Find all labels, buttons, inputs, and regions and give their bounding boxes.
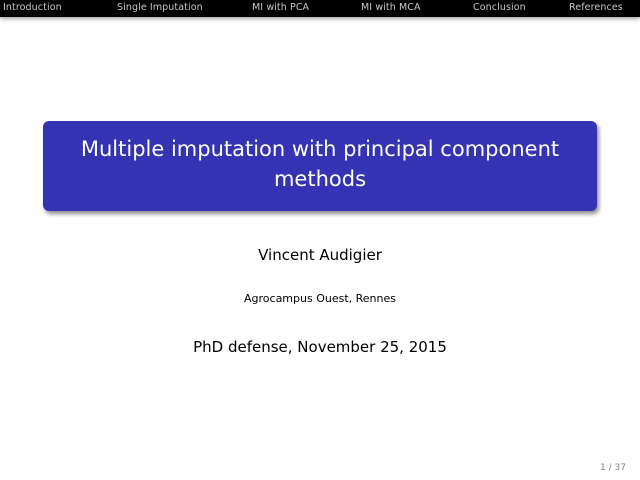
nav-item-single-imputation[interactable]: Single Imputation <box>117 2 203 13</box>
page-total: 37 <box>614 463 626 473</box>
slide-title <box>43 134 597 194</box>
nav-item-mi-with-mca[interactable]: MI with MCA <box>361 2 421 13</box>
title-box <box>43 121 597 211</box>
institute: Agrocampus Ouest, Rennes <box>244 292 396 305</box>
slide-title-line-2: methods <box>273 167 367 191</box>
nav-item-mi-with-pca[interactable]: MI with PCA <box>252 2 310 13</box>
nav-item-conclusion[interactable]: Conclusion <box>473 2 526 13</box>
page-separator: / <box>608 463 612 473</box>
author-name: Vincent Audigier <box>258 246 382 264</box>
section-navbar <box>0 0 640 17</box>
page-current: 1 <box>600 463 606 473</box>
presentation-date: PhD defense, November 25, 2015 <box>193 338 447 356</box>
nav-item-references[interactable]: References <box>569 2 623 13</box>
page-number <box>600 463 626 474</box>
slide-title-line-1: Multiple imputation with principal component <box>80 137 560 161</box>
nav-item-introduction[interactable]: Introduction <box>3 2 62 13</box>
